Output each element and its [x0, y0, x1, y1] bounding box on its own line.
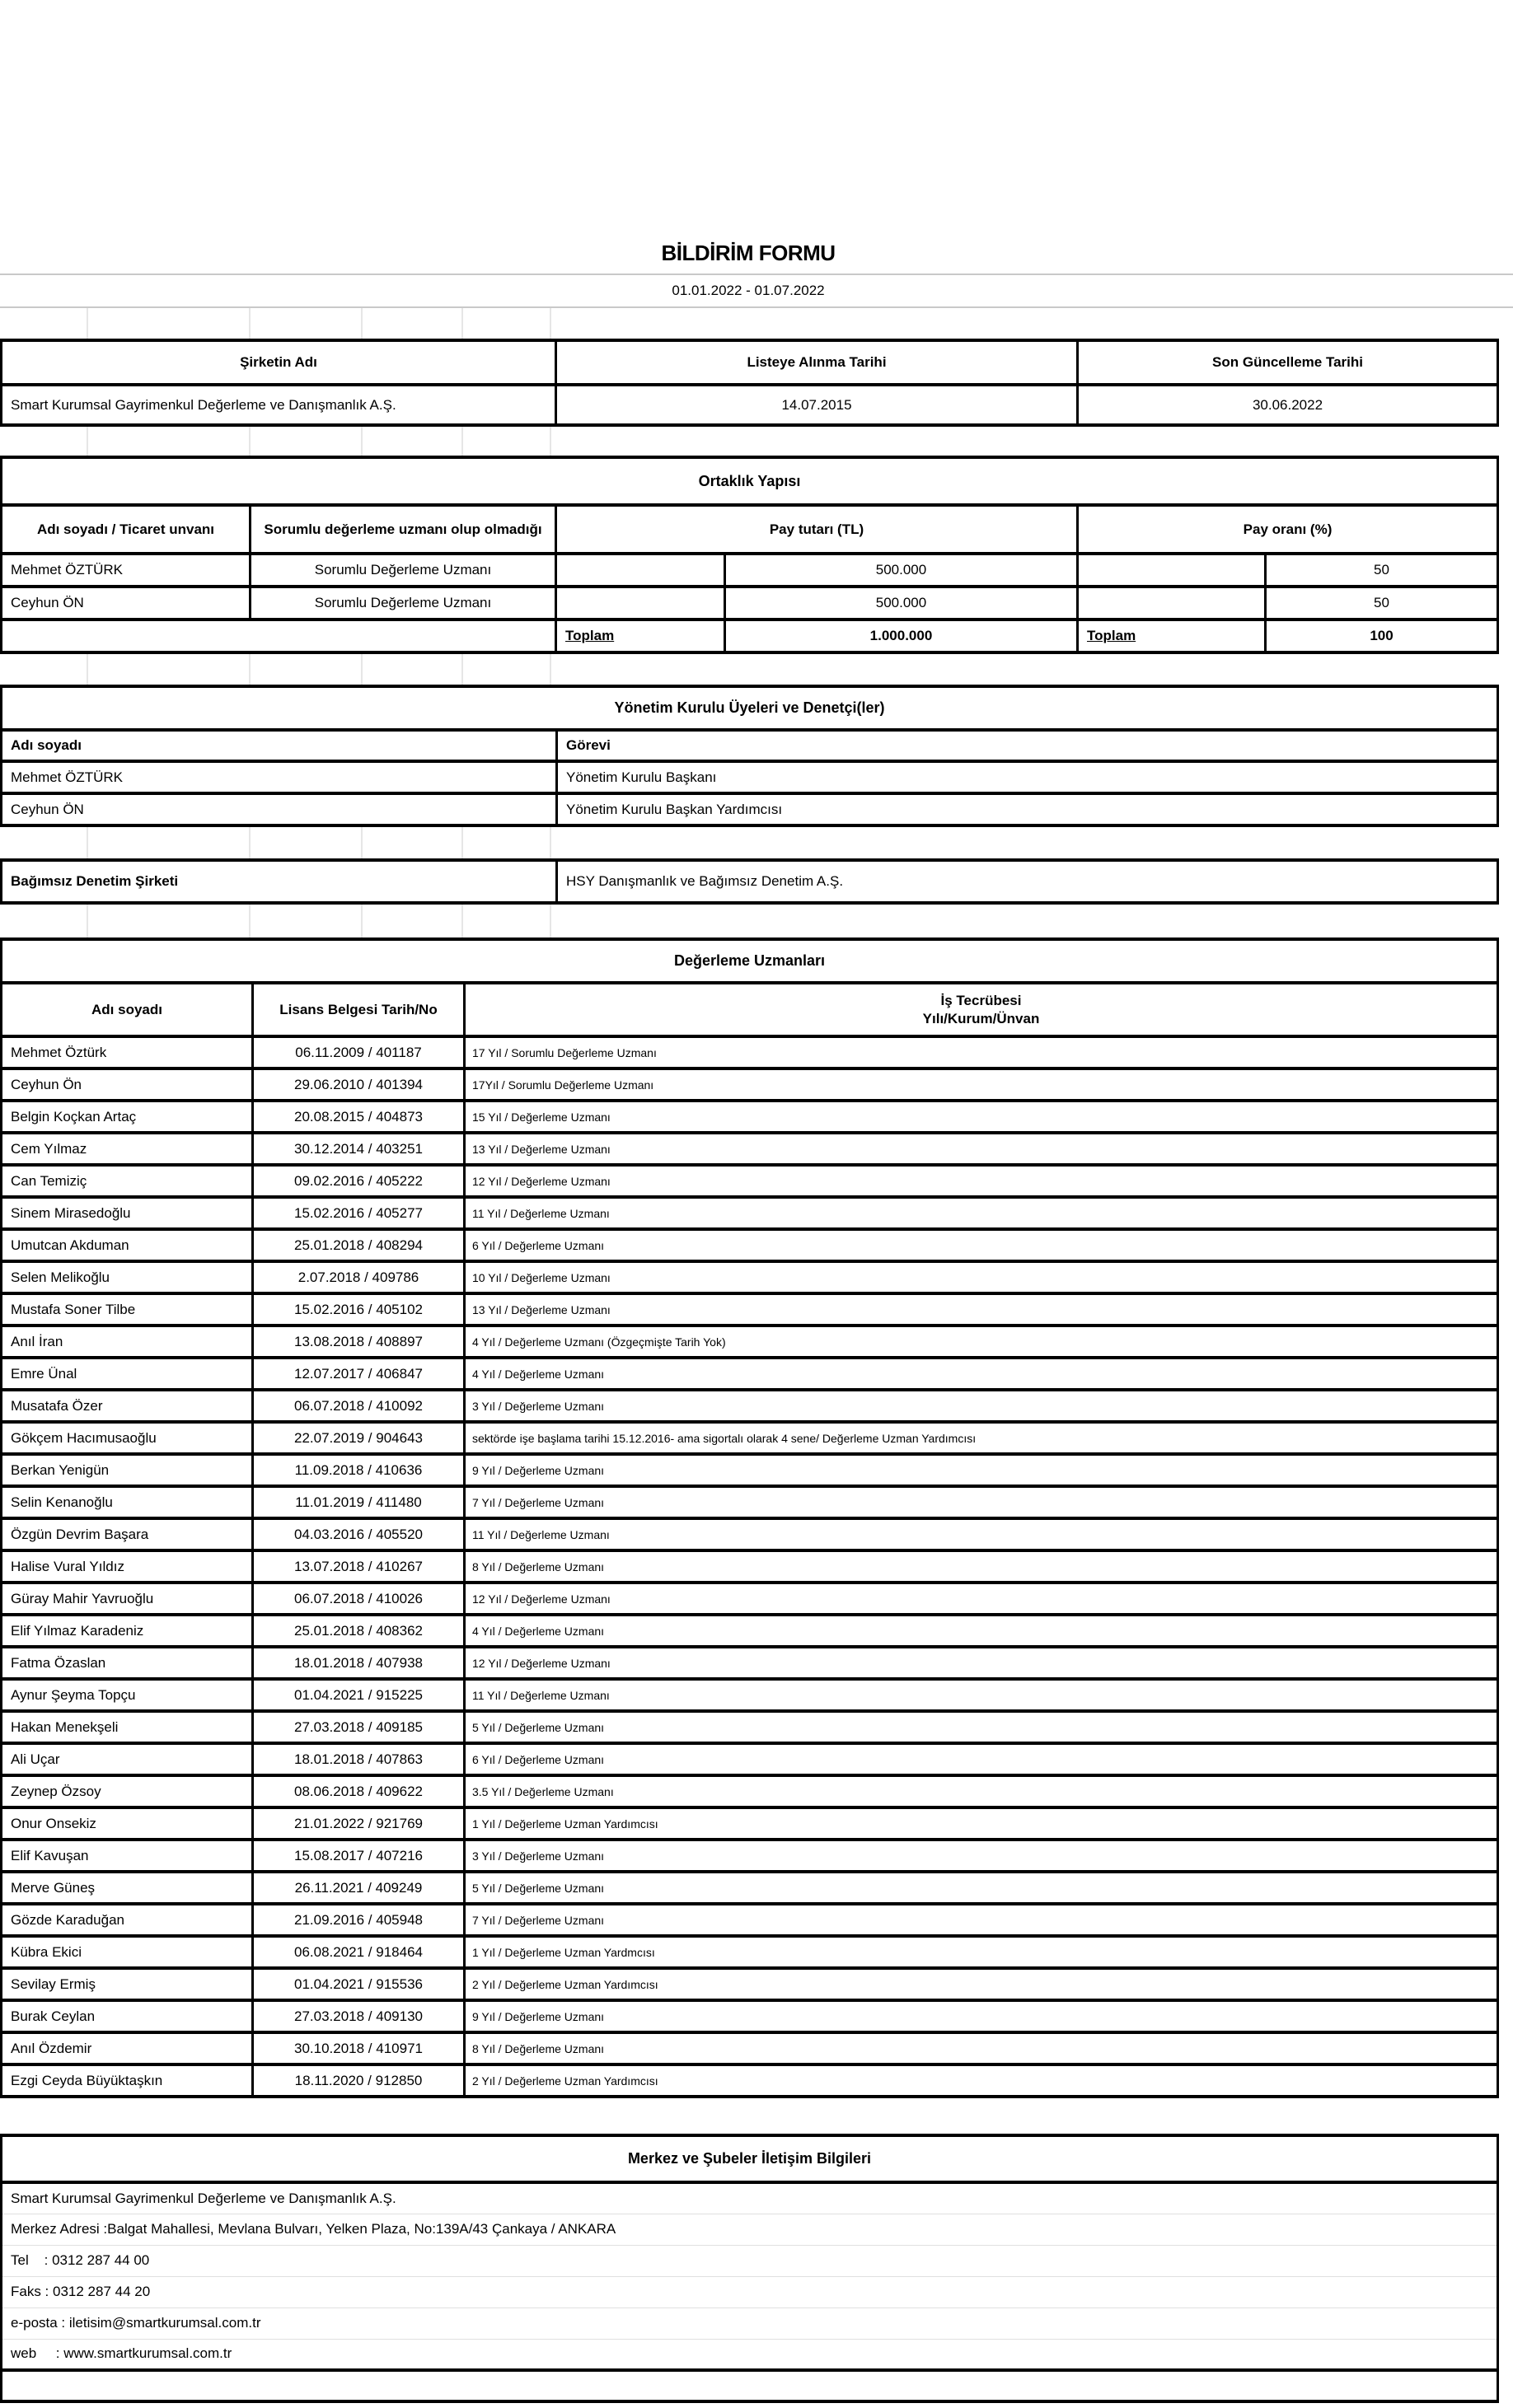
expert-row — [2, 1840, 1498, 1872]
ownership-total-ratio: 100 — [1266, 620, 1498, 652]
expert-experience-cell: 4 Yıl / Değerleme Uzmanı — [465, 1358, 1498, 1390]
board-name-cell: Ceyhun ÖN — [2, 793, 557, 825]
expert-license-cell: 15.02.2016 / 405102 — [253, 1293, 465, 1326]
expert-row — [2, 1711, 1498, 1743]
expert-experience-cell: 2 Yıl / Değerleme Uzman Yardımcısı — [465, 2064, 1498, 2097]
expert-license-cell: 11.01.2019 / 411480 — [253, 1486, 465, 1518]
contact-line: Merkez Adresi :Balgat Mahallesi, Mevlana Bulvarı, Yelken Plaza, No:139A/43 Çankaya / ANKARA — [2, 2214, 1498, 2245]
contact-line: e-posta : iletisim@smartkurumsal.com.tr — [2, 2307, 1498, 2339]
expert-experience-cell: 11 Yıl / Değerleme Uzmanı — [465, 1197, 1498, 1229]
expert-experience-cell: 13 Yıl / Değerleme Uzmanı — [465, 1293, 1498, 1326]
ownership-total-spacer — [2, 620, 556, 652]
grid-artifact-gap — [0, 654, 1497, 685]
ownership-table — [0, 456, 1499, 654]
expert-row — [2, 1454, 1498, 1486]
expert-row — [2, 1550, 1498, 1583]
expert-license-cell: 2.07.2018 / 409786 — [253, 1261, 465, 1293]
expert-name-cell: Anıl İran — [2, 1326, 253, 1358]
ownership-amount-label-cell — [556, 554, 725, 587]
expert-experience-cell: 5 Yıl / Değerleme Uzmanı — [465, 1711, 1498, 1743]
expert-experience-cell: 2 Yıl / Değerleme Uzman Yardımcısı — [465, 1968, 1498, 2000]
expert-row — [2, 1390, 1498, 1422]
expert-license-cell: 27.03.2018 / 409185 — [253, 1711, 465, 1743]
expert-name-cell: Gözde Karaduğan — [2, 1904, 253, 1936]
expert-name-cell: Burak Ceylan — [2, 2000, 253, 2032]
expert-experience-cell: sektörde işe başlama tarihi 15.12.2016- ama sigortalı olarak 4 sene/ Değerleme Uzman Yardımcısı — [465, 1422, 1498, 1454]
contact-row — [2, 2245, 1498, 2276]
ownership-row — [2, 554, 1498, 587]
expert-row — [2, 1743, 1498, 1775]
board-role-cell: Yönetim Kurulu Başkanı — [557, 761, 1498, 793]
board-section-title: Yönetim Kurulu Üyeleri ve Denetçi(ler) — [2, 686, 1498, 730]
ownership-amount-label-cell — [556, 587, 725, 620]
expert-row — [2, 1775, 1498, 1807]
expert-license-cell: 04.03.2016 / 405520 — [253, 1518, 465, 1550]
expert-row — [2, 1326, 1498, 1358]
experts-name-header: Adı soyadı — [2, 983, 253, 1036]
ownership-name-header: Adı soyadı / Ticaret unvanı — [2, 505, 251, 554]
expert-license-cell: 21.09.2016 / 405948 — [253, 1904, 465, 1936]
expert-experience-cell: 12 Yıl / Değerleme Uzmanı — [465, 1583, 1498, 1615]
expert-license-cell: 13.07.2018 / 410267 — [253, 1550, 465, 1583]
expert-row — [2, 1679, 1498, 1711]
ownership-amount-cell: 500.000 — [725, 587, 1078, 620]
expert-license-cell: 21.01.2022 / 921769 — [253, 1807, 465, 1840]
expert-license-cell: 18.01.2018 / 407938 — [253, 1647, 465, 1679]
expert-license-cell: 30.12.2014 / 403251 — [253, 1133, 465, 1165]
contact-line: Faks : 0312 287 44 20 — [2, 2276, 1498, 2307]
expert-license-cell: 18.11.2020 / 912850 — [253, 2064, 465, 2097]
expert-experience-cell: 3.5 Yıl / Değerleme Uzmanı — [465, 1775, 1498, 1807]
expert-name-cell: Aynur Şeyma Topçu — [2, 1679, 253, 1711]
expert-experience-cell: 1 Yıl / Değerleme Uzman Yardmcısı — [465, 1936, 1498, 1968]
grid-artifact-gap — [0, 308, 1497, 339]
expert-name-cell: Zeynep Özsoy — [2, 1775, 253, 1807]
expert-license-cell: 09.02.2016 / 405222 — [253, 1165, 465, 1197]
expert-name-cell: Onur Onsekiz — [2, 1807, 253, 1840]
ownership-amount-cell: 500.000 — [725, 554, 1078, 587]
expert-row — [2, 1647, 1498, 1679]
board-row — [2, 761, 1498, 793]
expert-name-cell: Mustafa Soner Tilbe — [2, 1293, 253, 1326]
company-name-header: Şirketin Adı — [2, 340, 556, 385]
expert-name-cell: Musatafa Özer — [2, 1390, 253, 1422]
expert-license-cell: 22.07.2019 / 904643 — [253, 1422, 465, 1454]
contact-section-title: Merkez ve Şubeler İletişim Bilgileri — [2, 2135, 1498, 2182]
expert-name-cell: Sevilay Ermiş — [2, 1968, 253, 2000]
contact-table — [0, 2134, 1499, 2403]
expert-name-cell: Can Temiziç — [2, 1165, 253, 1197]
expert-name-cell: Selin Kenanoğlu — [2, 1486, 253, 1518]
contact-row — [2, 2214, 1498, 2245]
expert-row — [2, 1518, 1498, 1550]
expert-row — [2, 1197, 1498, 1229]
expert-license-cell: 11.09.2018 / 410636 — [253, 1454, 465, 1486]
expert-license-cell: 15.08.2017 / 407216 — [253, 1840, 465, 1872]
expert-name-cell: Hakan Menekşeli — [2, 1711, 253, 1743]
expert-row — [2, 1936, 1498, 1968]
expert-experience-cell: 12 Yıl / Değerleme Uzmanı — [465, 1647, 1498, 1679]
contact-empty-row — [2, 2370, 1498, 2401]
expert-experience-cell: 11 Yıl / Değerleme Uzmanı — [465, 1679, 1498, 1711]
expert-row — [2, 1101, 1498, 1133]
expert-license-cell: 26.11.2021 / 409249 — [253, 1872, 465, 1904]
expert-experience-cell: 11 Yıl / Değerleme Uzmanı — [465, 1518, 1498, 1550]
listing-date-cell: 14.07.2015 — [556, 385, 1078, 425]
ownership-share-amount-header: Pay tutarı (TL) — [556, 505, 1078, 554]
contact-line: Tel : 0312 287 44 00 — [2, 2245, 1498, 2276]
ownership-row — [2, 587, 1498, 620]
expert-experience-cell: 8 Yıl / Değerleme Uzmanı — [465, 1550, 1498, 1583]
grid-artifact-gap — [0, 827, 1497, 858]
expert-license-cell: 06.08.2021 / 918464 — [253, 1936, 465, 1968]
experts-experience-header-line2: Yılı/Kurum/Ünvan — [922, 1010, 1040, 1026]
board-table — [0, 685, 1499, 827]
experts-experience-header-line1: İş Tecrübesi — [940, 993, 1022, 1009]
ownership-name-cell: Mehmet ÖZTÜRK — [2, 554, 251, 587]
expert-row — [2, 1615, 1498, 1647]
expert-license-cell: 08.06.2018 / 409622 — [253, 1775, 465, 1807]
ownership-section-title: Ortaklık Yapısı — [2, 457, 1498, 505]
expert-experience-cell: 17Yıl / Sorumlu Değerleme Uzmanı — [465, 1068, 1498, 1101]
expert-license-cell: 01.04.2021 / 915536 — [253, 1968, 465, 2000]
expert-license-cell: 18.01.2018 / 407863 — [253, 1743, 465, 1775]
expert-row — [2, 1968, 1498, 2000]
expert-license-cell: 06.07.2018 / 410026 — [253, 1583, 465, 1615]
ownership-ratio-cell: 50 — [1266, 554, 1498, 587]
expert-row — [2, 1293, 1498, 1326]
expert-name-cell: Kübra Ekici — [2, 1936, 253, 1968]
company-name-cell: Smart Kurumsal Gayrimenkul Değerleme ve Danışmanlık A.Ş. — [2, 385, 556, 425]
ownership-name-cell: Ceyhun ÖN — [2, 587, 251, 620]
expert-license-cell: 29.06.2010 / 401394 — [253, 1068, 465, 1101]
expert-license-cell: 15.02.2016 / 405277 — [253, 1197, 465, 1229]
expert-name-cell: Elif Yılmaz Karadeniz — [2, 1615, 253, 1647]
ownership-responsible-cell: Sorumlu Değerleme Uzmanı — [251, 587, 556, 620]
expert-row — [2, 1486, 1498, 1518]
experts-section-title: Değerleme Uzmanları — [2, 939, 1498, 983]
ownership-responsible-header: Sorumlu değerleme uzmanı olup olmadığı — [251, 505, 556, 554]
expert-name-cell: Güray Mahir Yavruoğlu — [2, 1583, 253, 1615]
expert-row — [2, 2032, 1498, 2064]
expert-name-cell: Sinem Mirasedoğlu — [2, 1197, 253, 1229]
document-title: BİLDİRİM FORMU — [661, 241, 836, 265]
board-name-cell: Mehmet ÖZTÜRK — [2, 761, 557, 793]
expert-name-cell: Ali Uçar — [2, 1743, 253, 1775]
ownership-ratio-label-cell — [1078, 587, 1266, 620]
grid-artifact-gap — [0, 427, 1497, 456]
contact-line: web : www.smartkurumsal.com.tr — [2, 2339, 1498, 2370]
expert-experience-cell: 4 Yıl / Değerleme Uzmanı (Özgeçmişte Tarih Yok) — [465, 1326, 1498, 1358]
expert-row — [2, 1068, 1498, 1101]
expert-experience-cell: 6 Yıl / Değerleme Uzmanı — [465, 1743, 1498, 1775]
contact-row — [2, 2276, 1498, 2307]
expert-row — [2, 1229, 1498, 1261]
experts-table — [0, 937, 1499, 2098]
expert-row — [2, 1133, 1498, 1165]
experts-license-header: Lisans Belgesi Tarih/No — [253, 983, 465, 1036]
ownership-total-label-amount: Toplam — [556, 620, 725, 652]
expert-row — [2, 1165, 1498, 1197]
expert-row — [2, 1872, 1498, 1904]
ownership-ratio-label-cell — [1078, 554, 1266, 587]
expert-license-cell: 12.07.2017 / 406847 — [253, 1358, 465, 1390]
board-row — [2, 793, 1498, 825]
expert-name-cell: Anıl Özdemir — [2, 2032, 253, 2064]
audit-value: HSY Danışmanlık ve Bağımsız Denetim A.Ş. — [557, 860, 1498, 903]
section-gap — [0, 2098, 1497, 2134]
expert-name-cell: Ezgi Ceyda Büyüktaşkın — [2, 2064, 253, 2097]
expert-license-cell: 06.07.2018 / 410092 — [253, 1390, 465, 1422]
experts-experience-header — [465, 983, 1498, 1036]
ownership-total-label-ratio: Toplam — [1078, 620, 1266, 652]
expert-name-cell: Halise Vural Yıldız — [2, 1550, 253, 1583]
expert-experience-cell: 7 Yıl / Değerleme Uzmanı — [465, 1904, 1498, 1936]
expert-experience-cell: 5 Yıl / Değerleme Uzmanı — [465, 1872, 1498, 1904]
expert-row — [2, 1422, 1498, 1454]
expert-experience-cell: 10 Yıl / Değerleme Uzmanı — [465, 1261, 1498, 1293]
board-role-header: Görevi — [557, 730, 1498, 761]
expert-experience-cell: 3 Yıl / Değerleme Uzmanı — [465, 1390, 1498, 1422]
expert-experience-cell: 1 Yıl / Değerleme Uzman Yardımcısı — [465, 1807, 1498, 1840]
expert-name-cell: Umutcan Akduman — [2, 1229, 253, 1261]
expert-name-cell: Berkan Yenigün — [2, 1454, 253, 1486]
board-role-cell: Yönetim Kurulu Başkan Yardımcısı — [557, 793, 1498, 825]
audit-table — [0, 858, 1499, 905]
expert-name-cell: Fatma Özaslan — [2, 1647, 253, 1679]
expert-name-cell: Selen Melikoğlu — [2, 1261, 253, 1293]
expert-name-cell: Ceyhun Ön — [2, 1068, 253, 1101]
expert-name-cell: Elif Kavuşan — [2, 1840, 253, 1872]
expert-row — [2, 1036, 1498, 1068]
separator-line — [0, 274, 1513, 275]
report-period: 01.01.2022 - 01.07.2022 — [672, 283, 825, 298]
last-update-cell: 30.06.2022 — [1078, 385, 1498, 425]
audit-label: Bağımsız Denetim Şirketi — [2, 860, 557, 903]
expert-row — [2, 1583, 1498, 1615]
expert-row — [2, 1261, 1498, 1293]
grid-artifact-gap — [0, 905, 1497, 937]
expert-experience-cell: 17 Yıl / Sorumlu Değerleme Uzmanı — [465, 1036, 1498, 1068]
expert-experience-cell: 3 Yıl / Değerleme Uzmanı — [465, 1840, 1498, 1872]
board-name-header: Adı soyadı — [2, 730, 557, 761]
ownership-responsible-cell: Sorumlu Değerleme Uzmanı — [251, 554, 556, 587]
company-table — [0, 339, 1499, 427]
expert-name-cell: Merve Güneş — [2, 1872, 253, 1904]
expert-name-cell: Özgün Devrim Başara — [2, 1518, 253, 1550]
expert-license-cell: 25.01.2018 / 408294 — [253, 1229, 465, 1261]
expert-experience-cell: 7 Yıl / Değerleme Uzmanı — [465, 1486, 1498, 1518]
expert-row — [2, 2000, 1498, 2032]
last-update-header: Son Güncelleme Tarihi — [1078, 340, 1498, 385]
expert-experience-cell: 9 Yıl / Değerleme Uzmanı — [465, 1454, 1498, 1486]
expert-name-cell: Emre Ünal — [2, 1358, 253, 1390]
contact-line: Smart Kurumsal Gayrimenkul Değerleme ve Danışmanlık A.Ş. — [2, 2182, 1498, 2214]
ownership-ratio-cell: 50 — [1266, 587, 1498, 620]
expert-license-cell: 13.08.2018 / 408897 — [253, 1326, 465, 1358]
expert-name-cell: Gökçem Hacımusaoğlu — [2, 1422, 253, 1454]
contact-row — [2, 2339, 1498, 2370]
ownership-total-amount: 1.000.000 — [725, 620, 1078, 652]
expert-experience-cell: 8 Yıl / Değerleme Uzmanı — [465, 2032, 1498, 2064]
expert-name-cell: Cem Yılmaz — [2, 1133, 253, 1165]
expert-experience-cell: 15 Yıl / Değerleme Uzmanı — [465, 1101, 1498, 1133]
expert-name-cell: Mehmet Öztürk — [2, 1036, 253, 1068]
expert-license-cell: 30.10.2018 / 410971 — [253, 2032, 465, 2064]
expert-license-cell: 01.04.2021 / 915225 — [253, 1679, 465, 1711]
expert-row — [2, 1807, 1498, 1840]
expert-row — [2, 1904, 1498, 1936]
expert-license-cell: 06.11.2009 / 401187 — [253, 1036, 465, 1068]
expert-experience-cell: 6 Yıl / Değerleme Uzmanı — [465, 1229, 1498, 1261]
expert-row — [2, 2064, 1498, 2097]
expert-license-cell: 25.01.2018 / 408362 — [253, 1615, 465, 1647]
listing-date-header: Listeye Alınma Tarihi — [556, 340, 1078, 385]
expert-license-cell: 27.03.2018 / 409130 — [253, 2000, 465, 2032]
expert-row — [2, 1358, 1498, 1390]
ownership-share-ratio-header: Pay oranı (%) — [1078, 505, 1498, 554]
expert-experience-cell: 9 Yıl / Değerleme Uzmanı — [465, 2000, 1498, 2032]
expert-experience-cell: 4 Yıl / Değerleme Uzmanı — [465, 1615, 1498, 1647]
expert-name-cell: Belgin Koçkan Artaç — [2, 1101, 253, 1133]
expert-experience-cell: 13 Yıl / Değerleme Uzmanı — [465, 1133, 1498, 1165]
contact-row — [2, 2182, 1498, 2214]
expert-experience-cell: 12 Yıl / Değerleme Uzmanı — [465, 1165, 1498, 1197]
contact-row — [2, 2307, 1498, 2339]
expert-license-cell: 20.08.2015 / 404873 — [253, 1101, 465, 1133]
